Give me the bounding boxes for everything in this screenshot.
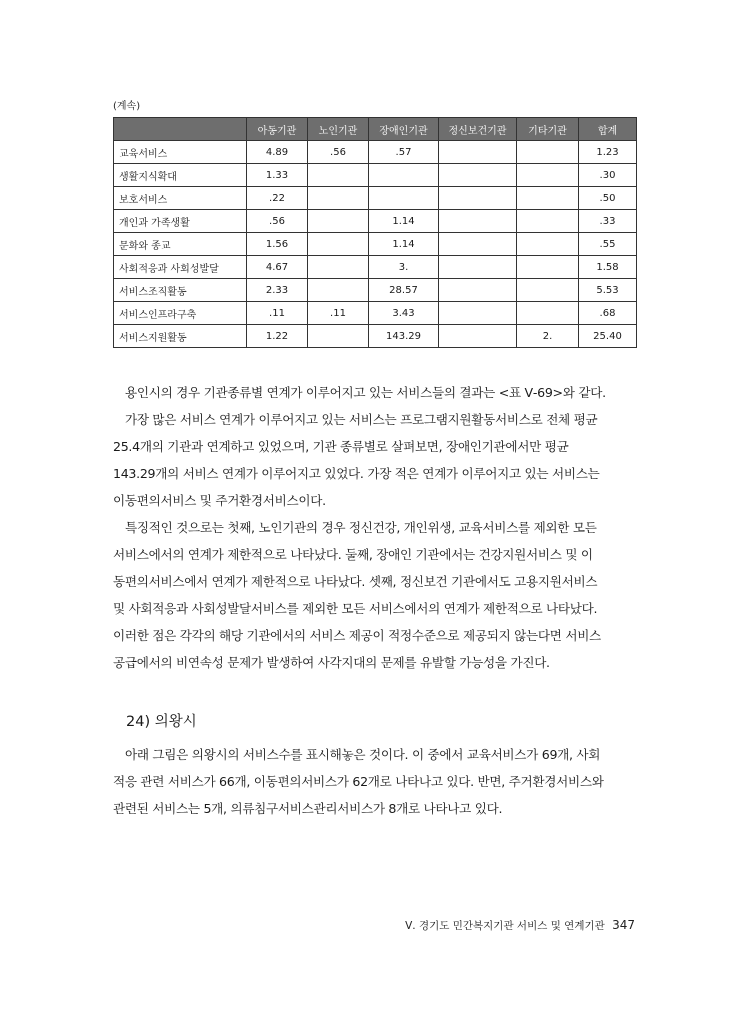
value-cell: 2. bbox=[517, 325, 579, 348]
value-cell: 1.14 bbox=[369, 233, 439, 256]
value-cell bbox=[439, 325, 517, 348]
value-cell: 3. bbox=[369, 256, 439, 279]
value-cell: 4.89 bbox=[247, 141, 308, 164]
text-line: 적응 관련 서비스가 66개, 이동편의서비스가 62개로 나타나고 있다. 반면, 주거환경서비스와 bbox=[113, 774, 604, 789]
value-cell: .30 bbox=[579, 164, 637, 187]
row-label-cell: 서비스조직활동 bbox=[114, 279, 247, 302]
value-cell bbox=[517, 279, 579, 302]
value-cell: .56 bbox=[308, 141, 369, 164]
header-cell bbox=[114, 118, 247, 141]
value-cell bbox=[517, 233, 579, 256]
text-line: 서비스에서의 연계가 제한적으로 나타났다. 둘째, 장애인 기관에서는 건강지원서비스 및 이 bbox=[113, 547, 593, 562]
value-cell: 5.53 bbox=[579, 279, 637, 302]
value-cell bbox=[517, 210, 579, 233]
value-cell bbox=[308, 164, 369, 187]
table-row bbox=[114, 325, 637, 348]
text-line: 아래 그림은 의왕시의 서비스수를 표시해놓은 것이다. 이 중에서 교육서비스가 69개, 사회 bbox=[125, 747, 601, 762]
value-cell bbox=[439, 256, 517, 279]
value-cell: 3.43 bbox=[369, 302, 439, 325]
text-line: 동편의서비스에서 연계가 제한적으로 나타났다. 셋째, 정신보건 기관에서도 고용지원서비스 bbox=[113, 574, 598, 589]
table-row bbox=[114, 256, 637, 279]
page-footer bbox=[405, 918, 635, 933]
text-line: 이러한 점은 각각의 해당 기관에서의 서비스 제공이 적정수준으로 제공되지 않는다면 서비스 bbox=[113, 628, 601, 643]
text-line: 특징적인 것으로는 첫째, 노인기관의 경우 정신건강, 개인위생, 교육서비스를 제외한 모든 bbox=[125, 520, 597, 535]
value-cell: 1.33 bbox=[247, 164, 308, 187]
value-cell: 1.14 bbox=[369, 210, 439, 233]
value-cell bbox=[369, 187, 439, 210]
row-label-cell: 문화와 종교 bbox=[114, 233, 247, 256]
value-cell: .11 bbox=[247, 302, 308, 325]
value-cell: 1.56 bbox=[247, 233, 308, 256]
service-link-table bbox=[113, 117, 637, 348]
table-row bbox=[114, 233, 637, 256]
text-line: 143.29개의 서비스 연계가 이루어지고 있었다. 가장 적은 연계가 이루어지고 있는 서비스는 bbox=[113, 466, 600, 481]
paragraph-2 bbox=[113, 514, 636, 676]
value-cell bbox=[439, 302, 517, 325]
paragraph-1 bbox=[113, 379, 636, 514]
paragraph-3 bbox=[113, 741, 636, 822]
value-cell bbox=[517, 164, 579, 187]
value-cell: .57 bbox=[369, 141, 439, 164]
row-label-cell: 사회적응과 사회성발달 bbox=[114, 256, 247, 279]
value-cell bbox=[517, 187, 579, 210]
table-row bbox=[114, 187, 637, 210]
footer-chapter: Ⅴ. 경기도 민간복지기관 서비스 및 연계기관 bbox=[405, 920, 605, 932]
value-cell bbox=[517, 302, 579, 325]
header-cell: 장애인기관 bbox=[369, 118, 439, 141]
value-cell bbox=[439, 279, 517, 302]
row-label-cell: 교육서비스 bbox=[114, 141, 247, 164]
value-cell: 1.58 bbox=[579, 256, 637, 279]
value-cell bbox=[308, 233, 369, 256]
header-cell: 아동기관 bbox=[247, 118, 308, 141]
text-line: 및 사회적응과 사회성발달서비스를 제외한 모든 서비스에서의 연계가 제한적으로 나타났다. bbox=[113, 601, 598, 616]
text-line: 용인시의 경우 기관종류별 연계가 이루어지고 있는 서비스들의 결과는 <표 Ⅴ-69>와 같다. bbox=[125, 385, 606, 400]
value-cell bbox=[369, 164, 439, 187]
value-cell bbox=[439, 210, 517, 233]
value-cell bbox=[439, 187, 517, 210]
header-cell: 기타기관 bbox=[517, 118, 579, 141]
table-row bbox=[114, 164, 637, 187]
value-cell: .55 bbox=[579, 233, 637, 256]
text-line: 관련된 서비스는 5개, 의류침구서비스관리서비스가 8개로 나타나고 있다. bbox=[113, 801, 503, 816]
row-label-cell: 개인과 가족생활 bbox=[114, 210, 247, 233]
value-cell: 1.22 bbox=[247, 325, 308, 348]
table-header-row bbox=[114, 118, 637, 141]
table-row bbox=[114, 279, 637, 302]
row-label-cell: 보호서비스 bbox=[114, 187, 247, 210]
row-label-cell: 생활지식확대 bbox=[114, 164, 247, 187]
value-cell: 1.23 bbox=[579, 141, 637, 164]
value-cell bbox=[308, 325, 369, 348]
text-line: 이동편의서비스 및 주거환경서비스이다. bbox=[113, 493, 326, 508]
header-cell: 합계 bbox=[579, 118, 637, 141]
text-line: 공급에서의 비연속성 문제가 발생하여 사각지대의 문제를 유발할 가능성을 가진다. bbox=[113, 655, 550, 670]
value-cell: .33 bbox=[579, 210, 637, 233]
value-cell: 143.29 bbox=[369, 325, 439, 348]
value-cell: 28.57 bbox=[369, 279, 439, 302]
value-cell bbox=[439, 141, 517, 164]
value-cell bbox=[517, 141, 579, 164]
value-cell: .50 bbox=[579, 187, 637, 210]
value-cell: .11 bbox=[308, 302, 369, 325]
section-heading: 24) 의왕시 bbox=[126, 714, 197, 730]
value-cell: .68 bbox=[579, 302, 637, 325]
table-row bbox=[114, 141, 637, 164]
text-line: 가장 많은 서비스 연계가 이루어지고 있는 서비스는 프로그램지원활동서비스로 전체 평균 bbox=[125, 412, 598, 427]
value-cell: 25.40 bbox=[579, 325, 637, 348]
value-cell bbox=[439, 164, 517, 187]
value-cell: 4.67 bbox=[247, 256, 308, 279]
header-cell: 정신보건기관 bbox=[439, 118, 517, 141]
row-label-cell: 서비스인프라구축 bbox=[114, 302, 247, 325]
value-cell bbox=[439, 233, 517, 256]
continued-note: (계속) bbox=[113, 101, 141, 112]
table-row bbox=[114, 210, 637, 233]
row-label-cell: 서비스지원활동 bbox=[114, 325, 247, 348]
value-cell: .22 bbox=[247, 187, 308, 210]
value-cell bbox=[308, 256, 369, 279]
value-cell: .56 bbox=[247, 210, 308, 233]
value-cell: 2.33 bbox=[247, 279, 308, 302]
value-cell bbox=[308, 210, 369, 233]
value-cell bbox=[517, 256, 579, 279]
table-row bbox=[114, 302, 637, 325]
page-number: 347 bbox=[612, 918, 635, 932]
value-cell bbox=[308, 279, 369, 302]
header-cell: 노인기관 bbox=[308, 118, 369, 141]
value-cell bbox=[308, 187, 369, 210]
text-line: 25.4개의 기관과 연계하고 있었으며, 기관 종류별로 살펴보면, 장애인기관에서만 평균 bbox=[113, 439, 569, 454]
